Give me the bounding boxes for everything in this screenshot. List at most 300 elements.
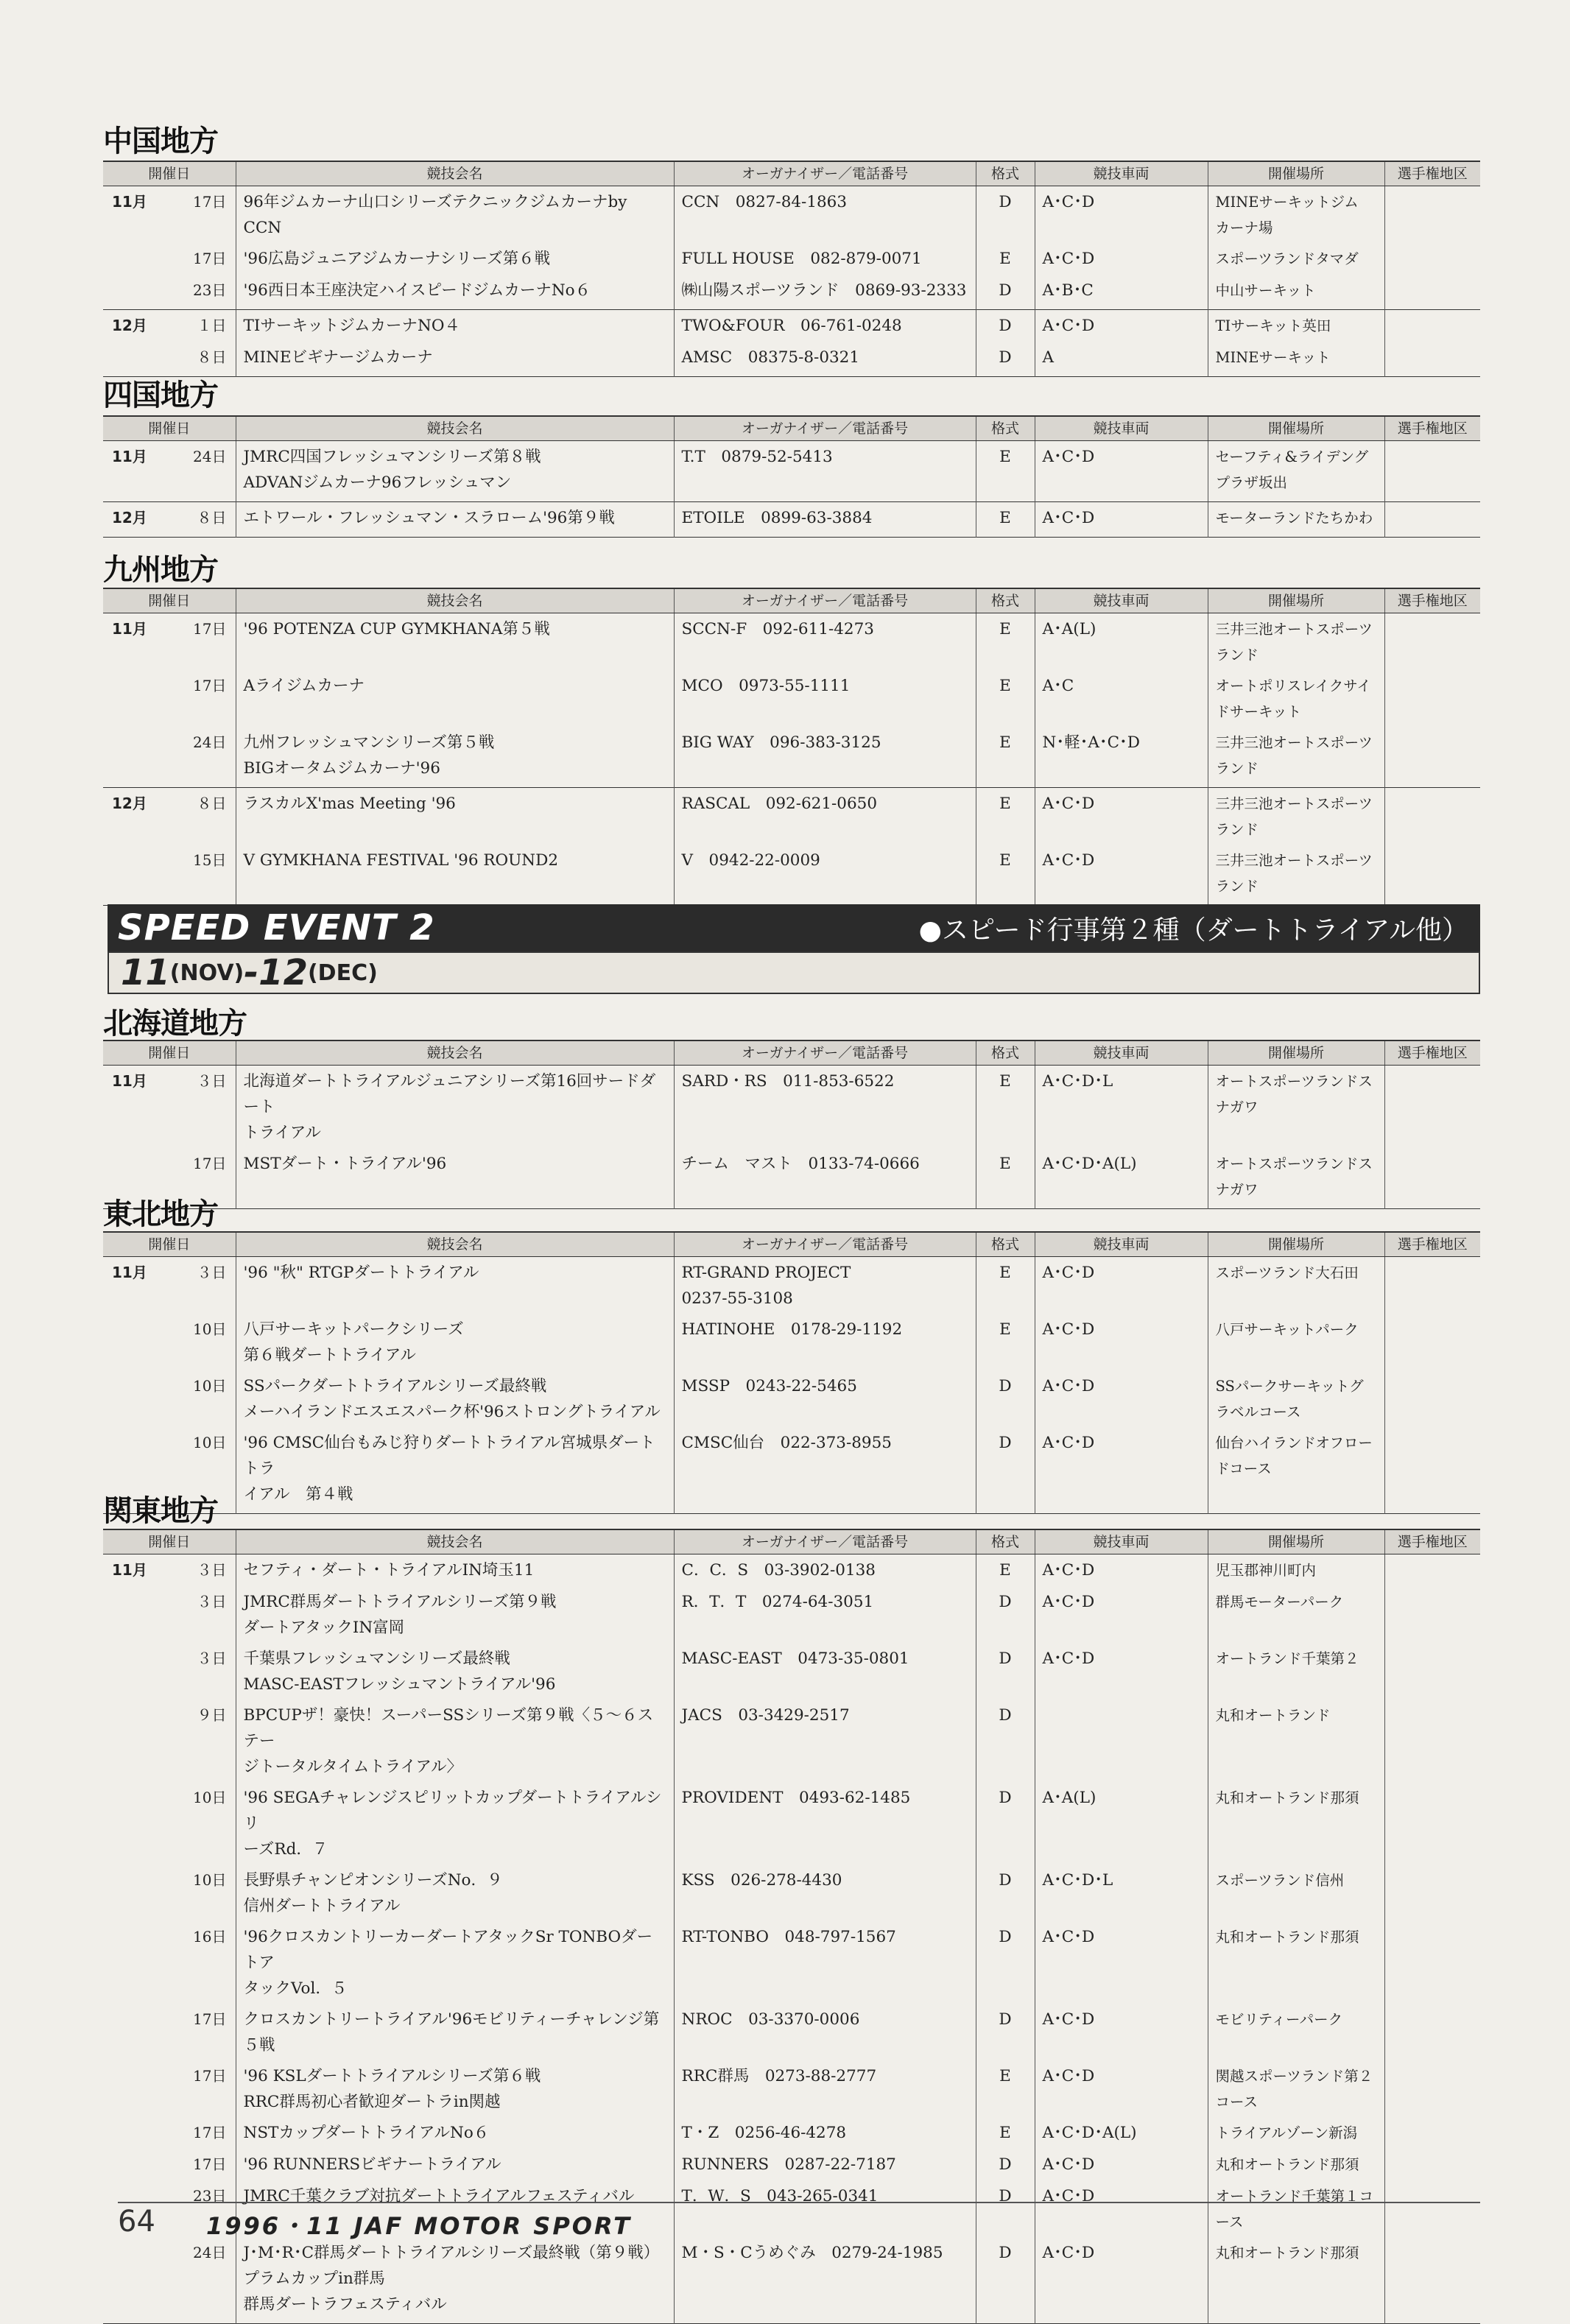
organizer: MSSP 0243-22-5465 [674,1370,976,1427]
day: 17日 [193,193,227,211]
date-cell [103,1700,236,1782]
format: E [976,1554,1035,1587]
format: D [976,1782,1035,1865]
event-name: 九州フレッシュマンシリーズ第５戦 BIGオータムジムカーナ'96 [236,727,674,788]
organizer: RUNNERS 0287-22-7187 [674,2149,976,2180]
organizer: RT-GRAND PROJECT 0237-55-3108 [674,1257,976,1314]
format: E [976,670,1035,727]
event-name: クロスカントリートライアル'96モビリティーチャレンジ第５戦 [236,2004,674,2060]
day: 15日 [193,851,227,869]
format: D [976,342,1035,377]
vehicle-class: A･C･D [1035,502,1208,538]
organizer: AMSC 08375-8-0321 [674,342,976,377]
column-header: 開催場所 [1208,588,1384,613]
month: 12月 [112,509,147,527]
vehicle-class: A･C･D [1035,788,1208,845]
event-table-chugoku [103,161,1480,377]
event-name: エトワール・フレッシュマン・スラローム'96第９戦 [236,502,674,538]
column-header: 選手権地区 [1384,161,1480,186]
event-name: '96クロスカントリーカーダートアタックSr TONBOダートア タックVol．５ [236,1921,674,2004]
day: 17日 [193,2067,227,2085]
event-name: MINEビギナージムカーナ [236,342,674,377]
column-header: 競技会名 [236,416,674,441]
championship-region [1384,502,1480,538]
venue: 八戸サーキットパーク [1208,1314,1384,1370]
day: １日 [197,317,227,334]
month-group [103,502,1480,538]
date-cell [103,613,236,671]
date-cell [103,1314,236,1370]
organizer: KSS 026-278-4430 [674,1865,976,1921]
event-name: '96 KSLダートトライアルシリーズ第６戦 RRC群馬初心者歓迎ダートラin関越 [236,2060,674,2117]
venue: スポーツランド信州 [1208,1865,1384,1921]
format: D [976,1865,1035,1921]
event-name: '96 POTENZA CUP GYMKHANA第５戦 [236,613,674,671]
vehicle-class: A･C･D [1035,1554,1208,1587]
format: E [976,613,1035,671]
month-group [103,788,1480,906]
venue: モーターランドたちかわ [1208,502,1384,538]
column-header: オーガナイザー／電話番号 [674,161,976,186]
championship-region [1384,1148,1480,1209]
month-group [103,310,1480,377]
organizer: HATINOHE 0178-29-1192 [674,1314,976,1370]
day: ８日 [197,348,227,366]
venue: スポーツランド大石田 [1208,1257,1384,1314]
event-name: 千葉県フレッシュマンシリーズ最終戦 MASC-EASTフレッシュマントライアル'96 [236,1643,674,1700]
date-cell [103,1066,236,1149]
date-start: 11 [121,952,170,993]
column-header: 開催日 [103,1529,236,1554]
organizer: RRC群馬 0273-88-2777 [674,2060,976,2117]
month: 11月 [112,1264,147,1281]
table-row [103,502,1480,538]
column-header: 開催場所 [1208,1040,1384,1066]
day: ３日 [197,1264,227,1281]
format: E [976,502,1035,538]
column-header: 格式 [976,1232,1035,1257]
championship-region [1384,1554,1480,1587]
venue: 関越スポーツランド第２ コース [1208,2060,1384,2117]
date-cell [103,1370,236,1427]
column-header: 開催日 [103,416,236,441]
organizer: RT-TONBO 048-797-1567 [674,1921,976,2004]
vehicle-class: A･C･D [1035,1921,1208,2004]
organizer: NROC 03-3370-0006 [674,2004,976,2060]
event-name: '96広島ジュニアジムカーナシリーズ第６戦 [236,243,674,275]
date-cell [103,2060,236,2117]
column-header: オーガナイザー／電話番号 [674,1232,976,1257]
table-row [103,275,1480,310]
format: D [976,1427,1035,1514]
venue: 群馬モーターパーク [1208,1586,1384,1643]
vehicle-class: A･C･D [1035,845,1208,906]
vehicle-class: A･C･D [1035,2004,1208,2060]
day: ３日 [197,1072,227,1090]
date-cell [103,1865,236,1921]
event-name: '96西日本王座決定ハイスピードジムカーナNo６ [236,275,674,310]
organizer: T．W．S 043-265-0341 [674,2180,976,2237]
format: D [976,1643,1035,1700]
championship-region [1384,275,1480,310]
venue: モビリティーパーク [1208,2004,1384,2060]
vehicle-class [1035,1700,1208,1782]
column-header: 選手権地区 [1384,1040,1480,1066]
table-row [103,1700,1480,1782]
table-row [103,1586,1480,1643]
vehicle-class: A･C･D [1035,1586,1208,1643]
day: 17日 [193,1155,227,1172]
table-row [103,727,1480,788]
vehicle-class: A･C･D [1035,310,1208,342]
organizer: C．C．S 03-3902-0138 [674,1554,976,1587]
table-row [103,1314,1480,1370]
format: E [976,2060,1035,2117]
format: D [976,2149,1035,2180]
event-name: '96 "秋" RTGPダートトライアル [236,1257,674,1314]
vehicle-class: N･軽･A･C･D [1035,727,1208,788]
organizer: M・S・Cうめぐみ 0279-24-1985 [674,2237,976,2324]
month-group [103,613,1480,788]
date-cell [103,186,236,244]
format: E [976,727,1035,788]
venue: オートポリスレイクサイ ドサーキット [1208,670,1384,727]
region-title-kyushu: 九州地方 [103,553,218,587]
day: ８日 [197,509,227,527]
venue: オートスポーツランドス ナガワ [1208,1148,1384,1209]
table-row [103,1370,1480,1427]
championship-region [1384,1700,1480,1782]
vehicle-class: A･C･D [1035,1427,1208,1514]
vehicle-class: A･C･D [1035,1314,1208,1370]
month: 12月 [112,317,147,334]
championship-region [1384,2237,1480,2324]
venue: トライアルゾーン新潟 [1208,2117,1384,2149]
table-row [103,1782,1480,1865]
table-row [103,613,1480,671]
organizer: V 0942-22-0009 [674,845,976,906]
day: 10日 [193,1320,227,1338]
championship-region [1384,1782,1480,1865]
vehicle-class: A･C･D [1035,441,1208,502]
table-row [103,2117,1480,2149]
column-header: 競技会名 [236,1040,674,1066]
organizer: TWO&FOUR 06-761-0248 [674,310,976,342]
day: 17日 [193,2010,227,2028]
championship-region [1384,243,1480,275]
table-row [103,441,1480,502]
format: E [976,845,1035,906]
organizer: ETOILE 0899-63-3884 [674,502,976,538]
column-header: 開催場所 [1208,161,1384,186]
day: 16日 [193,1928,227,1946]
table-row [103,1643,1480,1700]
format: D [976,275,1035,310]
venue: TIサーキット英田 [1208,310,1384,342]
championship-region [1384,2060,1480,2117]
date-cell [103,1921,236,2004]
table-row [103,2060,1480,2117]
event-name: 北海道ダートトライアルジュニアシリーズ第16回サードダート トライアル [236,1066,674,1149]
vehicle-class: A･C･D [1035,243,1208,275]
vehicle-class: A･C･D･L [1035,1865,1208,1921]
region-title-hokkaido: 北海道地方 [103,1007,247,1040]
vehicle-class: A･C･D [1035,2060,1208,2117]
column-header: 競技車両 [1035,161,1208,186]
month: 11月 [112,193,147,211]
venue: 三井三池オートスポーツ ランド [1208,788,1384,845]
championship-region [1384,1643,1480,1700]
championship-region [1384,845,1480,906]
date-cell [103,1782,236,1865]
day: ８日 [197,795,227,812]
organizer: SCCN-F 092-611-4273 [674,613,976,671]
organizer: FULL HOUSE 082-879-0071 [674,243,976,275]
vehicle-class: A･C･D [1035,1370,1208,1427]
table-row [103,243,1480,275]
region-title-tohoku: 東北地方 [103,1197,218,1231]
region-title-chugoku: 中国地方 [103,124,218,158]
date-cell [103,2237,236,2324]
month: 11月 [112,1561,147,1579]
vehicle-class: A･C･D [1035,2180,1208,2237]
organizer: T・Z 0256-46-4278 [674,2117,976,2149]
organizer: チーム マスト 0133-74-0666 [674,1148,976,1209]
date-cell [103,670,236,727]
magazine-issue: 1996・11 JAF MOTOR SPORT [206,2212,633,2240]
format: E [976,243,1035,275]
event-name: '96 RUNNERSビギナートライアル [236,2149,674,2180]
organizer: MASC-EAST 0473-35-0801 [674,1643,976,1700]
venue: オートランド千葉第２ [1208,1643,1384,1700]
column-header: 選手権地区 [1384,588,1480,613]
date-end: 12 [258,952,308,993]
month: 12月 [112,795,147,812]
championship-region [1384,2149,1480,2180]
venue: 仙台ハイランドオフロー ドコース [1208,1427,1384,1514]
format: D [976,2004,1035,2060]
column-header: 競技車両 [1035,1040,1208,1066]
venue: オートランド千葉第１コ ース [1208,2180,1384,2237]
championship-region [1384,788,1480,845]
venue: 三井三池オートスポーツ ランド [1208,845,1384,906]
championship-region [1384,1066,1480,1149]
format: D [976,310,1035,342]
column-header: 競技車両 [1035,416,1208,441]
championship-region [1384,186,1480,244]
format: D [976,186,1035,244]
date-cell [103,1586,236,1643]
format: E [976,2117,1035,2149]
championship-region [1384,613,1480,671]
table-row [103,1066,1480,1149]
championship-region [1384,342,1480,377]
table-row [103,1921,1480,2004]
column-header: 競技会名 [236,588,674,613]
day: 17日 [193,677,227,694]
venue: 丸和オートランド那須 [1208,1782,1384,1865]
table-row [103,788,1480,845]
day: 10日 [193,1871,227,1889]
championship-region [1384,1314,1480,1370]
venue: 丸和オートランド [1208,1700,1384,1782]
organizer: JACS 03-3429-2517 [674,1700,976,1782]
vehicle-class: A･C･D [1035,2237,1208,2324]
venue: 児玉郡神川町内 [1208,1554,1384,1587]
format: E [976,1257,1035,1314]
date-cell [103,1554,236,1587]
venue: SSパークサーキットグ ラベルコース [1208,1370,1384,1427]
date-cell [103,727,236,788]
month-group [103,1257,1480,1514]
column-header: 開催日 [103,1232,236,1257]
table-row [103,2149,1480,2180]
event-name: NSTカップダートトライアルNo６ [236,2117,674,2149]
venue: セーフティ&ライデング プラザ坂出 [1208,441,1384,502]
format: E [976,1066,1035,1149]
date-cell [103,2149,236,2180]
event-table-hokkaido [103,1040,1480,1209]
vehicle-class: A･C･D [1035,186,1208,244]
month-end: (DEC) [307,959,378,986]
venue: スポーツランドタマダ [1208,243,1384,275]
championship-region [1384,1586,1480,1643]
column-header: 開催日 [103,588,236,613]
organizer: ㈱山陽スポーツランド 0869-93-2333 [674,275,976,310]
column-header: 競技車両 [1035,1529,1208,1554]
organizer: T.T 0879-52-5413 [674,441,976,502]
column-header: 開催場所 [1208,1529,1384,1554]
column-header: オーガナイザー／電話番号 [674,416,976,441]
vehicle-class: A [1035,342,1208,377]
table-row [103,310,1480,342]
championship-region [1384,2004,1480,2060]
event-name: 八戸サーキットパークシリーズ 第６戦ダートトライアル [236,1314,674,1370]
column-header: 選手権地区 [1384,1232,1480,1257]
format: D [976,2237,1035,2324]
venue: MINEサーキット [1208,342,1384,377]
organizer: CCN 0827-84-1863 [674,186,976,244]
month-start: (NOV) [169,959,244,986]
column-header: 選手権地区 [1384,1529,1480,1554]
venue: 丸和オートランド那須 [1208,2149,1384,2180]
column-header: 開催場所 [1208,1232,1384,1257]
table-row [103,186,1480,244]
venue: 中山サーキット [1208,275,1384,310]
page-number: 64 [118,2205,155,2239]
column-header: オーガナイザー／電話番号 [674,1040,976,1066]
day: ３日 [197,1649,227,1667]
table-row [103,1148,1480,1209]
date-cell [103,2004,236,2060]
venue: 丸和オートランド那須 [1208,2237,1384,2324]
day: 24日 [193,448,227,465]
vehicle-class: A･C [1035,670,1208,727]
month: 11月 [112,620,147,638]
region-title-shikoku: 四国地方 [103,378,218,412]
column-header: 開催日 [103,161,236,186]
event-name: Aライジムカーナ [236,670,674,727]
month-group [103,441,1480,502]
day: 23日 [193,2187,227,2205]
vehicle-class: A･C･D [1035,1643,1208,1700]
day: 24日 [193,733,227,751]
speed-event-banner [108,904,1480,951]
event-name: ラスカルX'mas Meeting '96 [236,788,674,845]
column-header: 競技会名 [236,1529,674,1554]
format: E [976,788,1035,845]
vehicle-class: A･C･D･L [1035,1066,1208,1149]
date-cell [103,275,236,310]
column-header: 競技会名 [236,1232,674,1257]
day: 17日 [193,2155,227,2173]
organizer: PROVIDENT 0493-62-1485 [674,1782,976,1865]
month-group [103,1066,1480,1209]
day: ３日 [197,1561,227,1579]
table-row [103,1554,1480,1587]
column-header: 選手権地区 [1384,416,1480,441]
organizer: RASCAL 092-621-0650 [674,788,976,845]
format: E [976,1148,1035,1209]
event-name: '96 CMSC仙台もみじ狩りダートトライアル宮城県ダートトラ イアル 第４戦 [236,1427,674,1514]
event-name: JMRC千葉クラブ対抗ダートトライアルフェスティバル [236,2180,674,2237]
format: D [976,1586,1035,1643]
date-cell [103,502,236,538]
table-row [103,1865,1480,1921]
event-table-tohoku [103,1231,1480,1514]
day: 24日 [193,2244,227,2261]
event-name: JMRC群馬ダートトライアルシリーズ第９戦 ダートアタックIN富岡 [236,1586,674,1643]
championship-region [1384,1865,1480,1921]
table-row [103,1427,1480,1514]
format: E [976,441,1035,502]
table-row [103,2237,1480,2324]
championship-region [1384,441,1480,502]
vehicle-class: A･C･D･A(L) [1035,2117,1208,2149]
venue: オートスポーツランドス ナガワ [1208,1066,1384,1149]
date-dash: - [244,952,259,993]
speed-event-subtitle: ●スピード行事第２種（ダートトライアル他） [918,915,1468,946]
organizer: MCO 0973-55-1111 [674,670,976,727]
column-header: 格式 [976,1529,1035,1554]
date-cell [103,1643,236,1700]
date-cell [103,2117,236,2149]
day: ９日 [197,1706,227,1724]
column-header: 格式 [976,588,1035,613]
organizer: SARD・RS 011-853-6522 [674,1066,976,1149]
day: 10日 [193,1377,227,1395]
event-name: MSTダート・トライアル'96 [236,1148,674,1209]
column-header: 格式 [976,1040,1035,1066]
championship-region [1384,1370,1480,1427]
date-cell [103,788,236,845]
column-header: 開催日 [103,1040,236,1066]
region-title-kanto: 関東地方 [103,1494,218,1528]
championship-region [1384,2117,1480,2149]
format: D [976,1921,1035,2004]
organizer: R．T．T 0274-64-3051 [674,1586,976,1643]
date-cell [103,310,236,342]
event-name: TIサーキットジムカーナNO４ [236,310,674,342]
date-cell [103,845,236,906]
event-name: セフティ・ダート・トライアルIN埼玉11 [236,1554,674,1587]
day: 17日 [193,250,227,267]
vehicle-class: A･A(L) [1035,1782,1208,1865]
event-name: J･M･R･C群馬ダートトライアルシリーズ最終戦（第９戦） プラムカップin群馬 群馬ダートラフェスティバル [236,2237,674,2324]
venue: 三井三池オートスポーツ ランド [1208,613,1384,671]
format: E [976,1314,1035,1370]
vehicle-class: A･C･D･A(L) [1035,1148,1208,1209]
